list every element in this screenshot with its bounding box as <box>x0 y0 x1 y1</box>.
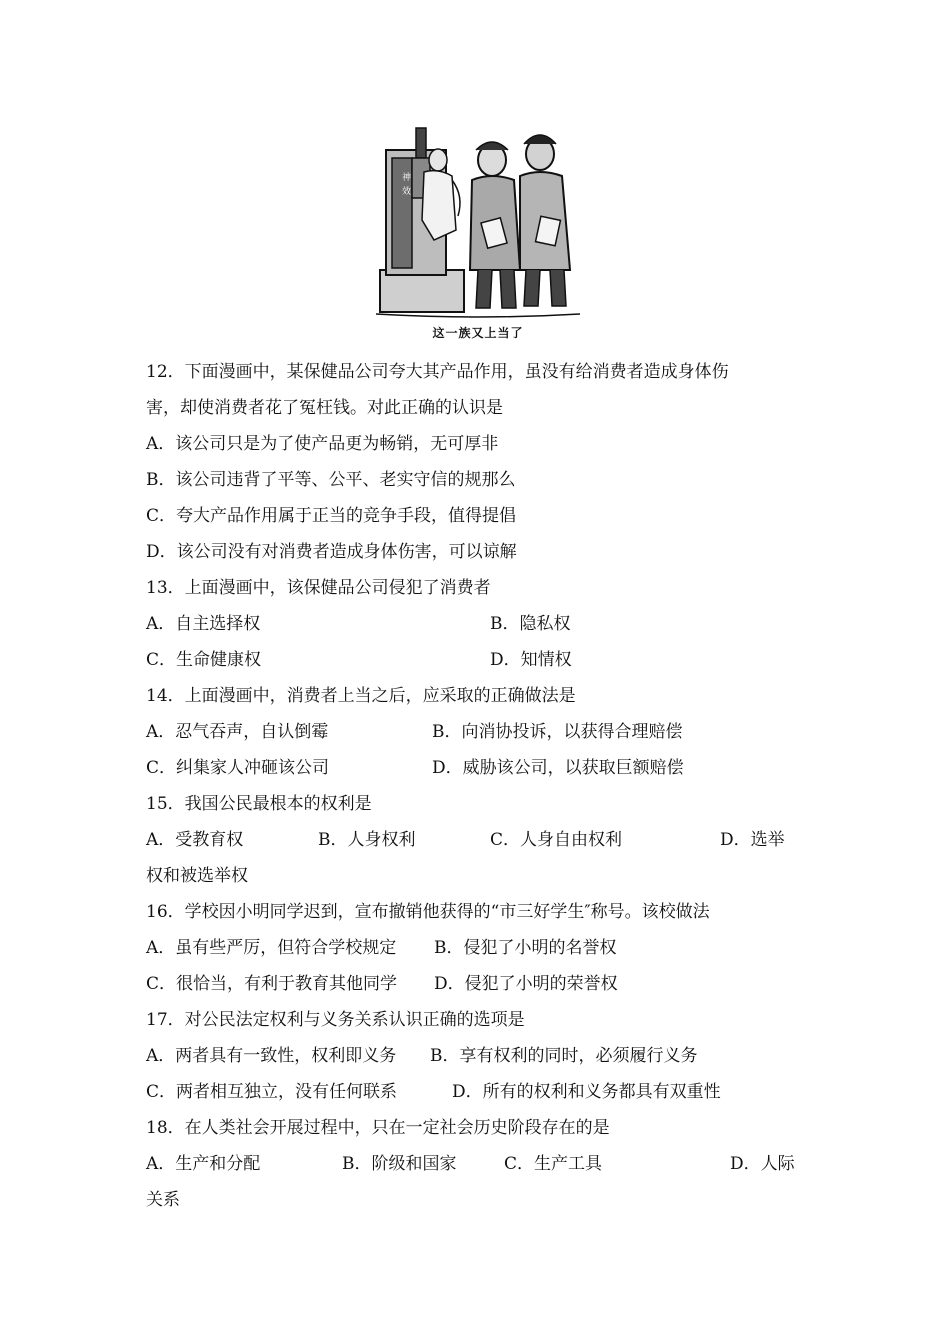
q13-option-line-ab <box>146 606 806 642</box>
cartoon-drawing <box>372 120 584 320</box>
q15-stem: 15．我国公民最根本的权利是 <box>146 794 372 814</box>
q17-option-a: A．两者具有一致性，权利即义务 <box>146 1046 397 1066</box>
q14-stem: 14．上面漫画中，消费者上当之后，应采取的正确做法是 <box>146 686 576 706</box>
q15-option-c: C．人身自由权利 <box>490 830 623 850</box>
q17-option-d: D．所有的权利和义务都具有双重性 <box>452 1082 721 1102</box>
q14-option-a: A．忍气吞声，自认倒霉 <box>146 722 329 742</box>
q12-option-line-c <box>146 498 806 534</box>
q18-option-d-cont: 关系 <box>146 1190 180 1210</box>
sign-char-2: 效 <box>402 187 412 197</box>
q12-stem-line-2 <box>146 390 806 426</box>
q12-option-line-d <box>146 534 806 570</box>
q12-option-c: C．夸大产品作用属于正当的竞争手段，值得提倡 <box>146 506 517 526</box>
q14-stem-line <box>146 678 806 714</box>
q13-stem-line <box>146 570 806 606</box>
q17-option-line-cd <box>146 1074 806 1110</box>
q15-option-d: D．选举 <box>720 830 785 850</box>
q18-option-line <box>146 1146 806 1182</box>
q14-option-c: C．纠集家人冲砸该公司 <box>146 758 330 778</box>
q15-option-line-cont <box>146 858 806 894</box>
q12-stem-2: 害，却使消费者花了冤枉钱。对此正确的认识是 <box>146 398 503 418</box>
q16-option-a: A．虽有些严厉，但符合学校规定 <box>146 938 397 958</box>
sign-char-1: 神 <box>402 173 412 183</box>
q12-option-d: D．该公司没有对消费者造成身体伤害，可以谅解 <box>146 542 517 562</box>
q18-option-line-cont <box>146 1182 806 1218</box>
question-list <box>146 354 806 1218</box>
q16-stem-line <box>146 894 806 930</box>
q16-option-d: D．侵犯了小明的荣誉权 <box>434 974 618 994</box>
q18-option-c: C．生产工具 <box>504 1154 603 1174</box>
q13-option-line-cd <box>146 642 806 678</box>
q16-option-b: B．侵犯了小明的名誉权 <box>434 938 617 958</box>
q12-stem-line-1 <box>146 354 806 390</box>
q12-option-a: A．该公司只是为了使产品更为畅销，无可厚非 <box>146 434 499 454</box>
q18-stem: 18．在人类社会开展过程中，只在一定社会历史阶段存在的是 <box>146 1118 610 1138</box>
q15-option-line <box>146 822 806 858</box>
q17-option-c: C．两者相互独立，没有任何联系 <box>146 1082 398 1102</box>
q16-option-c: C．很恰当，有利于教育其他同学 <box>146 974 398 994</box>
q15-option-b: B．人身权利 <box>318 830 416 850</box>
q18-option-a: A．生产和分配 <box>146 1154 261 1174</box>
q17-option-line-ab <box>146 1038 806 1074</box>
cartoon-image <box>372 120 584 344</box>
q18-option-d: D．人际 <box>730 1154 795 1174</box>
q13-stem: 13．上面漫画中，该保健品公司侵犯了消费者 <box>146 578 491 598</box>
q16-stem: 16．学校因小明同学迟到，宣布撤销他获得的“市三好学生″称号。该校做法 <box>146 902 710 922</box>
q14-option-d: D．威胁该公司，以获取巨额赔偿 <box>432 758 684 778</box>
q13-option-b: B．隐私权 <box>490 614 571 634</box>
q16-option-line-cd <box>146 966 806 1002</box>
q14-option-line-cd <box>146 750 806 786</box>
q17-stem: 17．对公民法定权利与义务关系认识正确的选项是 <box>146 1010 525 1030</box>
q18-option-b: B．阶级和国家 <box>342 1154 457 1174</box>
q12-stem-1: 12．下面漫画中，某保健品公司夸大其产品作用，虽没有给消费者造成身体伤 <box>146 362 729 382</box>
q17-stem-line <box>146 1002 806 1038</box>
q13-option-c: C．生命健康权 <box>146 650 262 670</box>
q12-option-b: B．该公司违背了平等、公平、老实守信的规那么 <box>146 470 516 490</box>
q15-option-d-cont: 权和被选举权 <box>146 866 248 886</box>
q15-stem-line <box>146 786 806 822</box>
q13-option-a: A．自主选择权 <box>146 614 261 634</box>
q14-option-line-ab <box>146 714 806 750</box>
cartoon-caption: 这一族又上当了 <box>432 326 524 340</box>
q16-option-line-ab <box>146 930 806 966</box>
q12-option-line-a <box>146 426 806 462</box>
q12-option-line-b <box>146 462 806 498</box>
q18-stem-line <box>146 1110 806 1146</box>
q15-option-a: A．受教育权 <box>146 830 244 850</box>
q17-option-b: B．享有权利的同时，必须履行义务 <box>430 1046 698 1066</box>
q13-option-d: D．知情权 <box>490 650 572 670</box>
q14-option-b: B．向消协投诉，以获得合理赔偿 <box>432 722 683 742</box>
